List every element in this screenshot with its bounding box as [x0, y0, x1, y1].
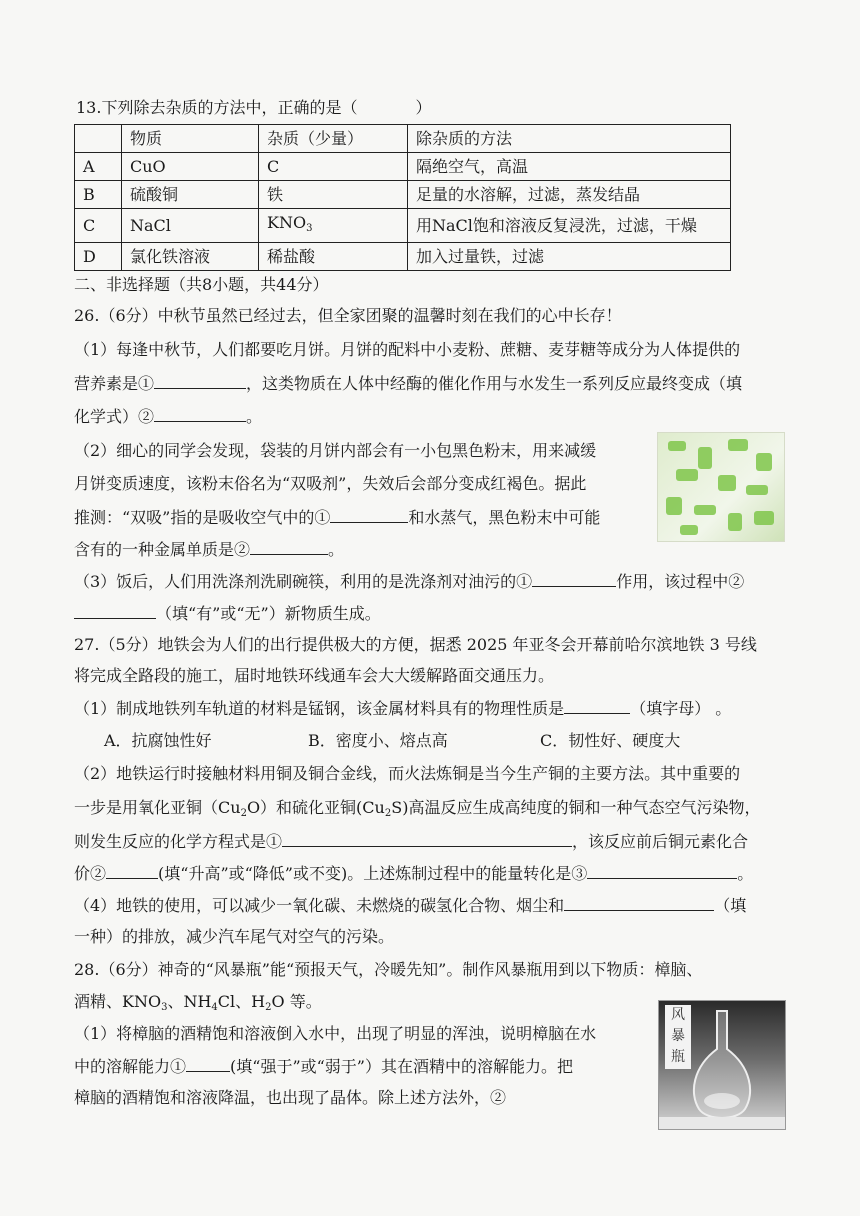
- table-cell: 铁: [259, 181, 408, 209]
- section-heading: 二、非选择题（共8小题，共44分）: [74, 275, 329, 294]
- answer-blank[interactable]: [330, 506, 408, 523]
- q26-p1-line1: （1）每逢中秋节，人们都要吃月饼。月饼的配料中小麦粉、蔗糖、麦芽糖等成分为人体提供的: [74, 340, 741, 359]
- answer-blank[interactable]: [564, 697, 630, 714]
- q28-p1-line2: 中的溶解能力① (填“强于”或“弱于”）其在酒精中的溶解能力。把: [74, 1057, 573, 1076]
- table-cell: 加入过量铁，过滤: [408, 243, 731, 271]
- q28-p1-line1: （1）将樟脑的酒精饱和溶液倒入水中，出现了明显的浑浊，说明樟脑在水: [74, 1024, 597, 1043]
- answer-blank[interactable]: [186, 1055, 230, 1072]
- table-cell: 用NaCl饱和溶液反复浸洗，过滤，干燥: [408, 209, 731, 243]
- q27-option-c: C．韧性好、硬度大: [540, 731, 681, 750]
- q28-p1-line3: 樟脑的酒精饱和溶液降温，也出现了晶体。除上述方法外，②: [74, 1088, 507, 1107]
- q27-p2-line4: 价② (填“升高”或“降低”或不变)。上述炼制过程中的能量转化是③ 。: [74, 864, 754, 883]
- q26-p2-line3: 推测：“双吸”指的是吸收空气中的① 和水蒸气，黑色粉末中可能: [74, 508, 601, 527]
- storm-bottle-label: 风暴瓶: [665, 1005, 691, 1069]
- packet-print: [728, 439, 748, 451]
- packet-print: [694, 505, 716, 515]
- q27-option-b: B．密度小、熔点高: [308, 731, 448, 750]
- q26-p2-line1: （2）细心的同学会发现，袋装的月饼内部会有一小包黑色粉末，用来减缓: [74, 441, 597, 460]
- table-cell: 氯化铁溶液: [122, 243, 259, 271]
- q27-p4-line2: 一种）的排放，减少汽车尾气对空气的污染。: [74, 927, 395, 946]
- answer-blank[interactable]: [564, 894, 714, 911]
- answer-blank[interactable]: [154, 405, 246, 422]
- table-cell: 除杂质的方法: [408, 125, 731, 153]
- table-cell: C: [259, 153, 408, 181]
- table-cell: B: [75, 181, 122, 209]
- q28-intro-line2: 酒精、$KNO_3$、$NH_4Cl$、$H_2O$ 等。: [74, 992, 322, 1013]
- answer-blank[interactable]: [587, 862, 737, 879]
- q27-p2-line3: 则发生反应的化学方程式是① ，该反应前后铜元素化合: [74, 832, 749, 851]
- table-row: [75, 181, 731, 209]
- answer-blank[interactable]: [282, 830, 572, 847]
- table-cell: 硫酸铜: [122, 181, 259, 209]
- q26-p3-line2: （填“有”或“无”）新物质生成。: [74, 602, 381, 625]
- q13-table: [74, 124, 731, 271]
- table-cell: 足量的水溶解，过滤，蒸发结晶: [408, 181, 731, 209]
- q26-p1-line2: 营养素是① ，这类物质在人体中经酶的催化作用与水发生一系列反应最终变成（填: [74, 374, 743, 393]
- packet-print: [728, 513, 742, 531]
- q26-intro: 26.（6分）中秋节虽然已经过去，但全家团聚的温馨时刻在我们的心中长存！: [74, 306, 622, 325]
- flask-icon: [659, 1001, 785, 1129]
- table-cell: D: [75, 243, 122, 271]
- answer-blank[interactable]: [532, 570, 616, 587]
- q27-p2-line1: （2）地铁运行时接触材料用铜及铜合金线，而火法炼铜是当今生产铜的主要方法。其中重要的: [74, 764, 741, 783]
- q26-p2-line4: 含有的一种金属单质是② 。: [74, 540, 345, 559]
- q27-p1: （1）制成地铁列车轨道的材料是锰钢，该金属材料具有的物理性质是 （填字母） 。: [74, 699, 732, 718]
- packet-print: [668, 441, 686, 451]
- storm-bottle-image: [658, 1000, 786, 1130]
- answer-blank[interactable]: [154, 372, 246, 389]
- q27-p2-line2: 一步是用氧化亚铜$(Cu_2O)$和硫化亚铜$(Cu_2S)$高温反应生成高纯度的铜和一种气态空气污染物，: [74, 798, 761, 819]
- table-cell: 稀盐酸: [259, 243, 408, 271]
- q26-p1-line3: 化学式）② 。: [74, 407, 263, 426]
- table-row: [75, 209, 731, 243]
- q26-p2-line2: 月饼变质速度，该粉末俗名为“双吸剂”，失效后会部分变成红褐色。据此: [74, 474, 587, 493]
- packet-print: [754, 511, 774, 525]
- table-cell: NaCl: [122, 209, 259, 243]
- packet-print: [756, 453, 772, 471]
- answer-blank[interactable]: [250, 538, 328, 555]
- table-cell: $KNO_3$: [259, 209, 408, 243]
- packet-print: [746, 485, 768, 495]
- answer-blank[interactable]: [74, 602, 156, 619]
- q27-intro-line2: 将完成全路段的施工，届时地铁环线通车会大大缓解路面交通压力。: [74, 666, 555, 685]
- packet-print: [698, 447, 712, 469]
- desiccant-packet-image: [657, 432, 785, 542]
- table-cell: 杂质（少量）: [259, 125, 408, 153]
- table-row: [75, 243, 731, 271]
- packet-print: [680, 525, 698, 535]
- table-cell: A: [75, 153, 122, 181]
- q28-intro-line1: 28.（6分）神奇的“风暴瓶”能“预报天气，冷暖先知”。制作风暴瓶用到以下物质：樟脑、: [74, 960, 703, 979]
- table-cell: CuO: [122, 153, 259, 181]
- table-cell: C: [75, 209, 122, 243]
- table-row: [75, 153, 731, 181]
- table-cell: [75, 125, 122, 153]
- table-header-row: [75, 125, 731, 153]
- packet-print: [666, 497, 682, 515]
- q27-option-a: A．抗腐蚀性好: [104, 731, 212, 750]
- q27-p4-line1: （4）地铁的使用，可以减少一氧化碳、未燃烧的碳氢化合物、烟尘和 （填: [74, 896, 747, 915]
- table-cell: 隔绝空气，高温: [408, 153, 731, 181]
- q26-p3-line1: （3）饭后，人们用洗涤剂洗刷碗筷，利用的是洗涤剂对油污的① 作用，该过程中②: [74, 572, 745, 591]
- packet-print: [676, 469, 698, 481]
- q27-intro-line1: 27.（5分）地铁会为人们的出行提供极大的方便，据悉 2025 年亚冬会开幕前哈尔滨地铁 3 号线: [74, 635, 757, 654]
- packet-print: [718, 475, 736, 491]
- table-cell: 物质: [122, 125, 259, 153]
- q13-stem: 13.下列除去杂质的方法中，正确的是（ ）: [76, 98, 432, 117]
- answer-blank[interactable]: [106, 862, 158, 879]
